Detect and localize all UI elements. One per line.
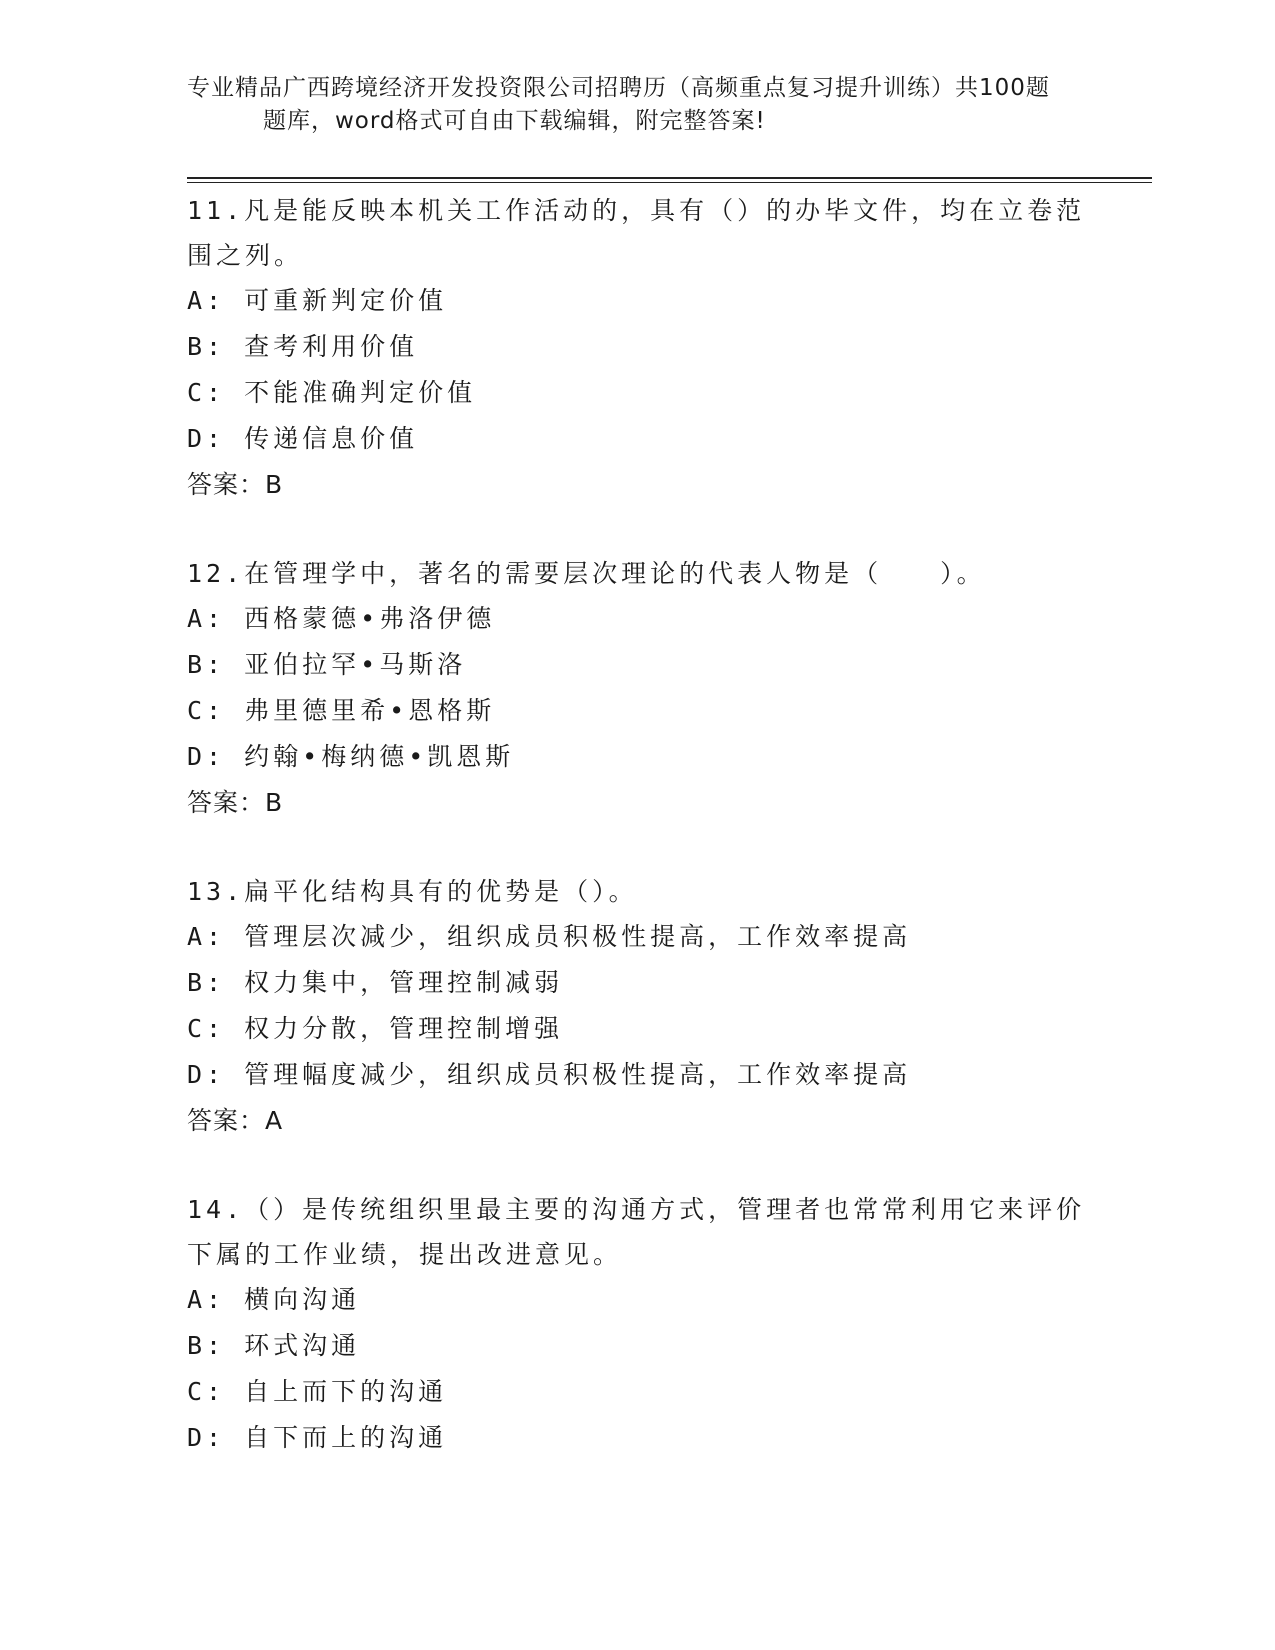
answer-label: 答案：B bbox=[187, 470, 284, 499]
header-title-line1: 专业精品广西跨境经济开发投资限公司招聘历（高频重点复习提升训练）共100题 bbox=[187, 75, 1050, 101]
question-13 bbox=[187, 869, 1087, 1144]
option-a: A: 西格蒙德•弗洛伊德 bbox=[187, 604, 496, 633]
document-header bbox=[187, 72, 1087, 138]
question-12 bbox=[187, 551, 1087, 826]
option-c: C: 自上而下的沟通 bbox=[187, 1377, 448, 1406]
header-divider-thin bbox=[187, 182, 1152, 183]
header-title-line2: 题库，word格式可自由下载编辑，附完整答案! bbox=[263, 108, 766, 134]
question-11 bbox=[187, 188, 1087, 508]
question-14 bbox=[187, 1187, 1087, 1461]
option-d: D: 约翰•梅纳德•凯恩斯 bbox=[187, 742, 515, 771]
question-stem: 12.在管理学中，著名的需要层次理论的代表人物是（ ）。 bbox=[187, 559, 986, 588]
question-stem: 14.（）是传统组织里最主要的沟通方式，管理者也常常利用它来评价下属的工作业绩，提出改进意见。 bbox=[187, 1195, 1086, 1269]
option-b: B: 查考利用价值 bbox=[187, 332, 419, 361]
option-d: D: 传递信息价值 bbox=[187, 424, 419, 453]
option-b: B: 环式沟通 bbox=[187, 1331, 361, 1360]
question-stem: 13.扁平化结构具有的优势是（）。 bbox=[187, 877, 638, 906]
option-a: A: 可重新判定价值 bbox=[187, 286, 448, 315]
option-a: A: 管理层次减少，组织成员积极性提高，工作效率提高 bbox=[187, 922, 912, 951]
option-b: B: 权力集中，管理控制减弱 bbox=[187, 968, 564, 997]
option-b: B: 亚伯拉罕•马斯洛 bbox=[187, 650, 467, 679]
option-d: D: 自下而上的沟通 bbox=[187, 1423, 448, 1452]
option-a: A: 横向沟通 bbox=[187, 1285, 361, 1314]
header-divider-thick bbox=[187, 177, 1152, 179]
answer-label: 答案：B bbox=[187, 788, 284, 817]
question-list bbox=[187, 188, 1087, 1504]
answer-label: 答案：A bbox=[187, 1106, 284, 1135]
option-c: C: 不能准确判定价值 bbox=[187, 378, 477, 407]
question-stem: 11.凡是能反映本机关工作活动的，具有（）的办毕文件，均在立卷范围之列。 bbox=[187, 196, 1086, 270]
option-c: C: 弗里德里希•恩格斯 bbox=[187, 696, 496, 725]
option-d: D: 管理幅度减少，组织成员积极性提高，工作效率提高 bbox=[187, 1060, 912, 1089]
option-c: C: 权力分散，管理控制增强 bbox=[187, 1014, 564, 1043]
